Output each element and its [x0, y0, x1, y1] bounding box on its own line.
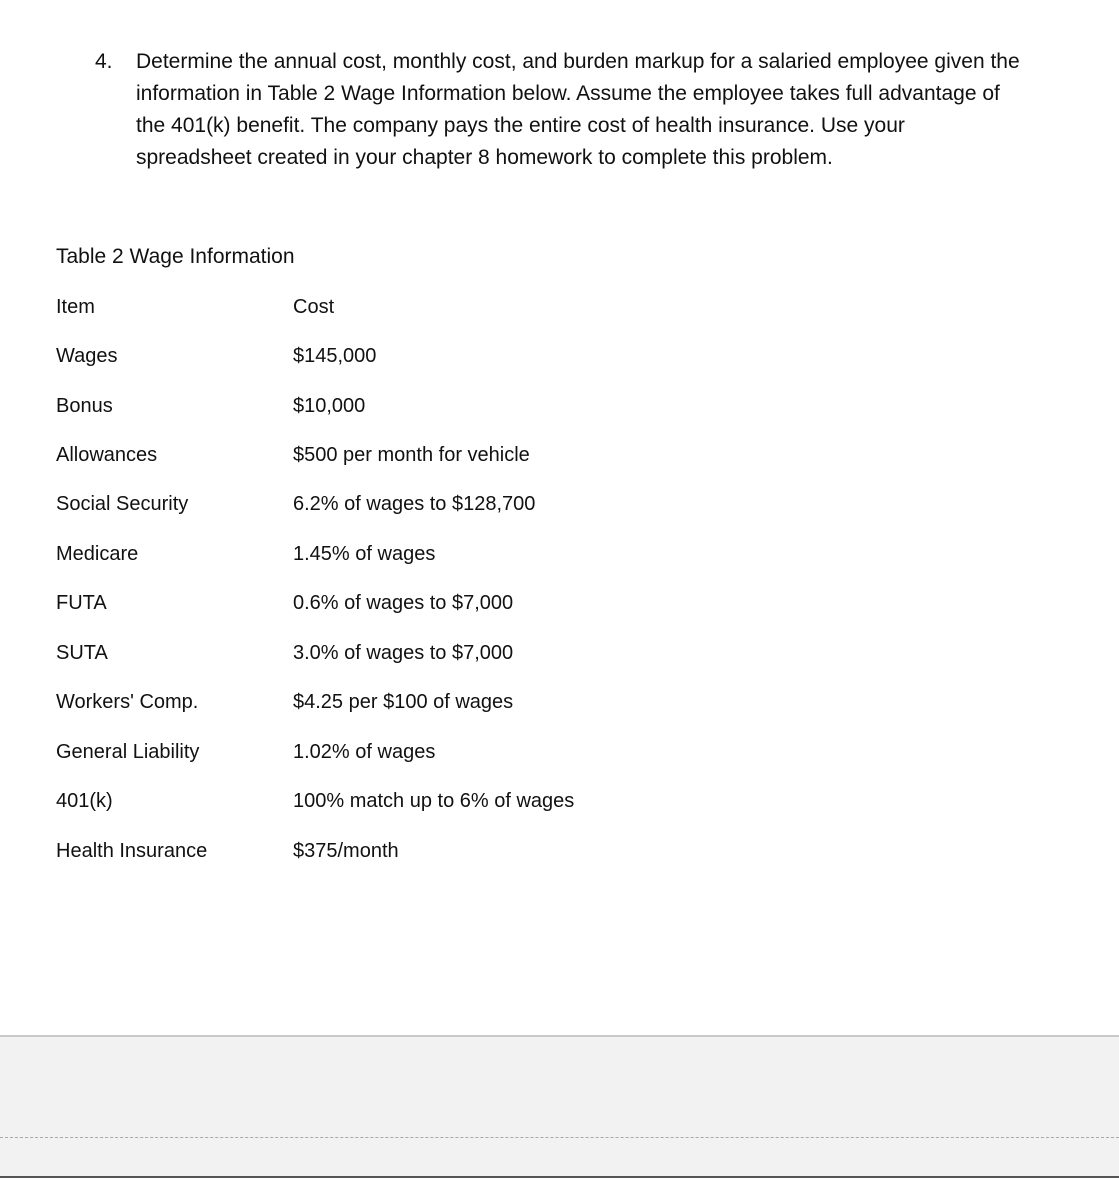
- header-item: Item: [56, 296, 95, 318]
- row-item: Workers' Comp.: [56, 691, 199, 713]
- row-item: FUTA: [56, 592, 107, 614]
- table-row: [0, 440, 1119, 470]
- row-item: General Liability: [56, 741, 200, 763]
- row-cost: $145,000: [293, 345, 377, 367]
- row-cost: $4.25 per $100 of wages: [293, 691, 514, 713]
- table-row: [0, 341, 1119, 371]
- row-item: 401(k): [56, 790, 113, 812]
- row-cost: $500 per month for vehicle: [293, 444, 530, 466]
- table-row: [0, 391, 1119, 421]
- row-cost: 0.6% of wages to $7,000: [293, 592, 514, 614]
- table-title: Table 2 Wage Information: [56, 245, 295, 268]
- answer-area[interactable]: [0, 1035, 1119, 1178]
- table-row: [0, 489, 1119, 519]
- header-cost: Cost: [293, 296, 335, 318]
- table-row: [0, 539, 1119, 569]
- table-row: [0, 836, 1119, 866]
- row-item: Medicare: [56, 543, 139, 565]
- question-line: Determine the annual cost, monthly cost, and burden markup for a salaried employee given the: [136, 50, 1020, 73]
- bottom-divider: [0, 1176, 1119, 1178]
- row-item: Wages: [56, 345, 118, 367]
- row-item: SUTA: [56, 642, 108, 664]
- row-cost: 6.2% of wages to $128,700: [293, 493, 536, 515]
- row-item: Allowances: [56, 444, 158, 466]
- row-cost: 3.0% of wages to $7,000: [293, 642, 514, 664]
- table-row: [0, 638, 1119, 668]
- table-row: [0, 687, 1119, 717]
- table-row: [0, 737, 1119, 767]
- table-header-row: [0, 292, 1119, 322]
- table-row: [0, 786, 1119, 816]
- row-item: Health Insurance: [56, 840, 208, 862]
- row-cost: $10,000: [293, 395, 366, 417]
- row-item: Bonus: [56, 395, 113, 417]
- question-number: 4.: [95, 50, 113, 73]
- dashed-divider: [0, 1137, 1119, 1138]
- row-cost: 1.45% of wages: [293, 543, 436, 565]
- question-line: the 401(k) benefit. The company pays the entire cost of health insurance. Use your: [136, 114, 905, 137]
- question-line: spreadsheet created in your chapter 8 homework to complete this problem.: [136, 146, 833, 169]
- row-cost: $375/month: [293, 840, 399, 862]
- table-row: [0, 588, 1119, 618]
- row-cost: 100% match up to 6% of wages: [293, 790, 575, 812]
- question-text: [136, 46, 1096, 174]
- question-line: information in Table 2 Wage Information below. Assume the employee takes full advantage of: [136, 82, 1000, 105]
- row-item: Social Security: [56, 493, 189, 515]
- row-cost: 1.02% of wages: [293, 741, 436, 763]
